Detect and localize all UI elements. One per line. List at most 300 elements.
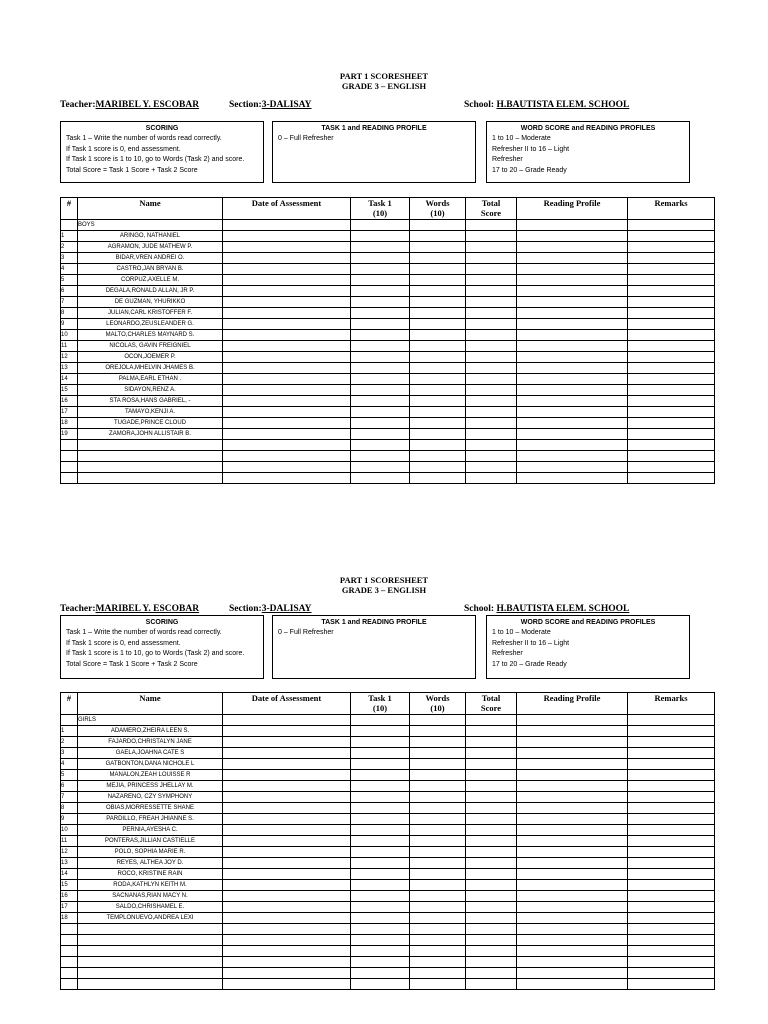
- cell-total-score[interactable]: [466, 979, 517, 990]
- cell-task1[interactable]: [351, 880, 410, 891]
- cell-words[interactable]: [410, 341, 466, 352]
- cell-reading-profile[interactable]: [517, 957, 628, 968]
- cell-reading-profile[interactable]: [517, 913, 628, 924]
- cell-name[interactable]: [78, 473, 223, 484]
- cell-words[interactable]: [410, 781, 466, 792]
- cell-task1[interactable]: [351, 869, 410, 880]
- cell-remarks[interactable]: [628, 858, 715, 869]
- cell-date-of-assessment[interactable]: [223, 396, 351, 407]
- cell-words[interactable]: [410, 979, 466, 990]
- cell-task1[interactable]: [351, 253, 410, 264]
- cell-total-score[interactable]: [466, 880, 517, 891]
- cell-task1[interactable]: [351, 726, 410, 737]
- cell-date-of-assessment[interactable]: [223, 858, 351, 869]
- cell-total-score[interactable]: [466, 858, 517, 869]
- cell-date-of-assessment[interactable]: [223, 264, 351, 275]
- cell-reading-profile[interactable]: [517, 385, 628, 396]
- cell-remarks[interactable]: [628, 957, 715, 968]
- cell-words[interactable]: [410, 440, 466, 451]
- cell-num[interactable]: [61, 968, 78, 979]
- cell-words[interactable]: [410, 759, 466, 770]
- cell-words[interactable]: [410, 924, 466, 935]
- cell-task1[interactable]: [351, 759, 410, 770]
- cell-remarks[interactable]: [628, 902, 715, 913]
- cell-date-of-assessment[interactable]: [223, 385, 351, 396]
- cell-total-score[interactable]: [466, 396, 517, 407]
- cell-reading-profile[interactable]: [517, 770, 628, 781]
- cell-num[interactable]: [61, 473, 78, 484]
- cell-name[interactable]: [78, 968, 223, 979]
- cell-words[interactable]: [410, 231, 466, 242]
- cell-total-score[interactable]: [466, 297, 517, 308]
- cell-total-score[interactable]: [466, 429, 517, 440]
- cell-remarks[interactable]: [628, 737, 715, 748]
- cell-remarks[interactable]: [628, 836, 715, 847]
- cell-words[interactable]: [410, 869, 466, 880]
- cell-total-score[interactable]: [466, 759, 517, 770]
- cell-num[interactable]: [61, 979, 78, 990]
- cell-date-of-assessment[interactable]: [223, 759, 351, 770]
- cell-date-of-assessment[interactable]: [223, 429, 351, 440]
- cell-name[interactable]: [78, 935, 223, 946]
- cell-total-score[interactable]: [466, 407, 517, 418]
- cell-task1[interactable]: [351, 385, 410, 396]
- cell-remarks[interactable]: [628, 869, 715, 880]
- cell-remarks[interactable]: [628, 979, 715, 990]
- cell-words[interactable]: [410, 748, 466, 759]
- cell-words[interactable]: [410, 902, 466, 913]
- cell-words[interactable]: [410, 770, 466, 781]
- cell-num[interactable]: [61, 946, 78, 957]
- cell-words[interactable]: [410, 737, 466, 748]
- cell-reading-profile[interactable]: [517, 825, 628, 836]
- cell-date-of-assessment[interactable]: [223, 363, 351, 374]
- cell-date-of-assessment[interactable]: [223, 374, 351, 385]
- cell-total-score[interactable]: [466, 748, 517, 759]
- cell-reading-profile[interactable]: [517, 803, 628, 814]
- cell-date-of-assessment[interactable]: [223, 242, 351, 253]
- cell-words[interactable]: [410, 792, 466, 803]
- cell-words[interactable]: [410, 913, 466, 924]
- cell-reading-profile[interactable]: [517, 847, 628, 858]
- cell-remarks[interactable]: [628, 396, 715, 407]
- cell-total-score[interactable]: [466, 374, 517, 385]
- cell-task1[interactable]: [351, 803, 410, 814]
- cell-reading-profile[interactable]: [517, 814, 628, 825]
- cell-date-of-assessment[interactable]: [223, 924, 351, 935]
- cell-words[interactable]: [410, 407, 466, 418]
- cell-reading-profile[interactable]: [517, 891, 628, 902]
- cell-task1[interactable]: [351, 715, 410, 726]
- cell-date-of-assessment[interactable]: [223, 440, 351, 451]
- cell-task1[interactable]: [351, 770, 410, 781]
- cell-words[interactable]: [410, 968, 466, 979]
- cell-remarks[interactable]: [628, 341, 715, 352]
- cell-date-of-assessment[interactable]: [223, 407, 351, 418]
- cell-name[interactable]: [78, 924, 223, 935]
- cell-date-of-assessment[interactable]: [223, 726, 351, 737]
- cell-total-score[interactable]: [466, 286, 517, 297]
- cell-num[interactable]: [61, 462, 78, 473]
- cell-remarks[interactable]: [628, 880, 715, 891]
- cell-date-of-assessment[interactable]: [223, 352, 351, 363]
- cell-total-score[interactable]: [466, 803, 517, 814]
- cell-date-of-assessment[interactable]: [223, 902, 351, 913]
- cell-reading-profile[interactable]: [517, 473, 628, 484]
- cell-date-of-assessment[interactable]: [223, 935, 351, 946]
- cell-total-score[interactable]: [466, 946, 517, 957]
- cell-remarks[interactable]: [628, 847, 715, 858]
- cell-remarks[interactable]: [628, 935, 715, 946]
- cell-words[interactable]: [410, 385, 466, 396]
- cell-num[interactable]: [61, 924, 78, 935]
- cell-task1[interactable]: [351, 341, 410, 352]
- cell-remarks[interactable]: [628, 418, 715, 429]
- cell-total-score[interactable]: [466, 737, 517, 748]
- cell-task1[interactable]: [351, 462, 410, 473]
- cell-words[interactable]: [410, 825, 466, 836]
- cell-task1[interactable]: [351, 319, 410, 330]
- cell-task1[interactable]: [351, 792, 410, 803]
- cell-reading-profile[interactable]: [517, 308, 628, 319]
- cell-date-of-assessment[interactable]: [223, 275, 351, 286]
- cell-task1[interactable]: [351, 781, 410, 792]
- cell-date-of-assessment[interactable]: [223, 913, 351, 924]
- cell-words[interactable]: [410, 715, 466, 726]
- cell-total-score[interactable]: [466, 847, 517, 858]
- cell-name[interactable]: [78, 957, 223, 968]
- cell-total-score[interactable]: [466, 814, 517, 825]
- cell-date-of-assessment[interactable]: [223, 341, 351, 352]
- cell-total-score[interactable]: [466, 473, 517, 484]
- cell-task1[interactable]: [351, 363, 410, 374]
- cell-reading-profile[interactable]: [517, 363, 628, 374]
- cell-name[interactable]: [78, 451, 223, 462]
- cell-total-score[interactable]: [466, 935, 517, 946]
- cell-name[interactable]: [78, 979, 223, 990]
- cell-date-of-assessment[interactable]: [223, 297, 351, 308]
- cell-task1[interactable]: [351, 440, 410, 451]
- cell-task1[interactable]: [351, 968, 410, 979]
- cell-words[interactable]: [410, 220, 466, 231]
- cell-date-of-assessment[interactable]: [223, 803, 351, 814]
- cell-remarks[interactable]: [628, 473, 715, 484]
- cell-task1[interactable]: [351, 825, 410, 836]
- cell-task1[interactable]: [351, 220, 410, 231]
- cell-reading-profile[interactable]: [517, 869, 628, 880]
- cell-date-of-assessment[interactable]: [223, 330, 351, 341]
- cell-total-score[interactable]: [466, 891, 517, 902]
- cell-task1[interactable]: [351, 814, 410, 825]
- cell-task1[interactable]: [351, 275, 410, 286]
- cell-reading-profile[interactable]: [517, 726, 628, 737]
- cell-date-of-assessment[interactable]: [223, 451, 351, 462]
- cell-remarks[interactable]: [628, 319, 715, 330]
- cell-reading-profile[interactable]: [517, 407, 628, 418]
- cell-total-score[interactable]: [466, 781, 517, 792]
- cell-task1[interactable]: [351, 913, 410, 924]
- cell-words[interactable]: [410, 286, 466, 297]
- cell-remarks[interactable]: [628, 220, 715, 231]
- cell-date-of-assessment[interactable]: [223, 462, 351, 473]
- cell-date-of-assessment[interactable]: [223, 968, 351, 979]
- cell-task1[interactable]: [351, 891, 410, 902]
- cell-remarks[interactable]: [628, 275, 715, 286]
- cell-task1[interactable]: [351, 847, 410, 858]
- cell-reading-profile[interactable]: [517, 451, 628, 462]
- cell-words[interactable]: [410, 374, 466, 385]
- cell-date-of-assessment[interactable]: [223, 869, 351, 880]
- cell-date-of-assessment[interactable]: [223, 220, 351, 231]
- cell-words[interactable]: [410, 363, 466, 374]
- cell-reading-profile[interactable]: [517, 858, 628, 869]
- cell-reading-profile[interactable]: [517, 759, 628, 770]
- cell-words[interactable]: [410, 462, 466, 473]
- cell-remarks[interactable]: [628, 407, 715, 418]
- cell-task1[interactable]: [351, 264, 410, 275]
- cell-words[interactable]: [410, 396, 466, 407]
- cell-reading-profile[interactable]: [517, 781, 628, 792]
- cell-task1[interactable]: [351, 429, 410, 440]
- cell-task1[interactable]: [351, 737, 410, 748]
- cell-reading-profile[interactable]: [517, 715, 628, 726]
- cell-num[interactable]: [61, 451, 78, 462]
- cell-reading-profile[interactable]: [517, 902, 628, 913]
- cell-task1[interactable]: [351, 242, 410, 253]
- cell-total-score[interactable]: [466, 341, 517, 352]
- cell-reading-profile[interactable]: [517, 286, 628, 297]
- cell-date-of-assessment[interactable]: [223, 836, 351, 847]
- cell-remarks[interactable]: [628, 462, 715, 473]
- cell-words[interactable]: [410, 264, 466, 275]
- cell-task1[interactable]: [351, 418, 410, 429]
- cell-reading-profile[interactable]: [517, 418, 628, 429]
- cell-reading-profile[interactable]: [517, 220, 628, 231]
- cell-reading-profile[interactable]: [517, 968, 628, 979]
- cell-task1[interactable]: [351, 407, 410, 418]
- cell-remarks[interactable]: [628, 440, 715, 451]
- cell-reading-profile[interactable]: [517, 341, 628, 352]
- cell-words[interactable]: [410, 957, 466, 968]
- cell-total-score[interactable]: [466, 308, 517, 319]
- cell-task1[interactable]: [351, 836, 410, 847]
- cell-date-of-assessment[interactable]: [223, 825, 351, 836]
- cell-num[interactable]: [61, 957, 78, 968]
- cell-remarks[interactable]: [628, 803, 715, 814]
- cell-remarks[interactable]: [628, 286, 715, 297]
- cell-remarks[interactable]: [628, 429, 715, 440]
- cell-date-of-assessment[interactable]: [223, 319, 351, 330]
- cell-date-of-assessment[interactable]: [223, 957, 351, 968]
- cell-name[interactable]: [78, 462, 223, 473]
- cell-task1[interactable]: [351, 352, 410, 363]
- cell-total-score[interactable]: [466, 264, 517, 275]
- cell-total-score[interactable]: [466, 385, 517, 396]
- cell-reading-profile[interactable]: [517, 946, 628, 957]
- cell-remarks[interactable]: [628, 231, 715, 242]
- cell-remarks[interactable]: [628, 759, 715, 770]
- cell-reading-profile[interactable]: [517, 440, 628, 451]
- cell-task1[interactable]: [351, 748, 410, 759]
- cell-remarks[interactable]: [628, 374, 715, 385]
- cell-date-of-assessment[interactable]: [223, 979, 351, 990]
- cell-words[interactable]: [410, 891, 466, 902]
- cell-total-score[interactable]: [466, 726, 517, 737]
- cell-remarks[interactable]: [628, 825, 715, 836]
- cell-remarks[interactable]: [628, 352, 715, 363]
- cell-reading-profile[interactable]: [517, 737, 628, 748]
- cell-date-of-assessment[interactable]: [223, 715, 351, 726]
- cell-total-score[interactable]: [466, 363, 517, 374]
- cell-num[interactable]: [61, 440, 78, 451]
- cell-reading-profile[interactable]: [517, 352, 628, 363]
- cell-words[interactable]: [410, 935, 466, 946]
- cell-total-score[interactable]: [466, 924, 517, 935]
- cell-total-score[interactable]: [466, 957, 517, 968]
- cell-task1[interactable]: [351, 473, 410, 484]
- cell-task1[interactable]: [351, 935, 410, 946]
- cell-total-score[interactable]: [466, 462, 517, 473]
- cell-words[interactable]: [410, 473, 466, 484]
- cell-words[interactable]: [410, 836, 466, 847]
- cell-words[interactable]: [410, 451, 466, 462]
- cell-date-of-assessment[interactable]: [223, 737, 351, 748]
- cell-task1[interactable]: [351, 297, 410, 308]
- cell-remarks[interactable]: [628, 253, 715, 264]
- cell-words[interactable]: [410, 847, 466, 858]
- cell-remarks[interactable]: [628, 264, 715, 275]
- cell-total-score[interactable]: [466, 231, 517, 242]
- cell-task1[interactable]: [351, 330, 410, 341]
- cell-reading-profile[interactable]: [517, 935, 628, 946]
- cell-total-score[interactable]: [466, 770, 517, 781]
- cell-date-of-assessment[interactable]: [223, 418, 351, 429]
- cell-remarks[interactable]: [628, 748, 715, 759]
- cell-reading-profile[interactable]: [517, 231, 628, 242]
- cell-remarks[interactable]: [628, 297, 715, 308]
- cell-words[interactable]: [410, 275, 466, 286]
- cell-date-of-assessment[interactable]: [223, 308, 351, 319]
- cell-total-score[interactable]: [466, 913, 517, 924]
- cell-date-of-assessment[interactable]: [223, 814, 351, 825]
- cell-reading-profile[interactable]: [517, 253, 628, 264]
- cell-date-of-assessment[interactable]: [223, 946, 351, 957]
- cell-date-of-assessment[interactable]: [223, 231, 351, 242]
- cell-reading-profile[interactable]: [517, 275, 628, 286]
- cell-remarks[interactable]: [628, 946, 715, 957]
- cell-task1[interactable]: [351, 946, 410, 957]
- cell-total-score[interactable]: [466, 902, 517, 913]
- cell-total-score[interactable]: [466, 220, 517, 231]
- cell-remarks[interactable]: [628, 814, 715, 825]
- cell-date-of-assessment[interactable]: [223, 748, 351, 759]
- cell-total-score[interactable]: [466, 253, 517, 264]
- cell-date-of-assessment[interactable]: [223, 473, 351, 484]
- cell-reading-profile[interactable]: [517, 748, 628, 759]
- cell-date-of-assessment[interactable]: [223, 847, 351, 858]
- cell-remarks[interactable]: [628, 451, 715, 462]
- cell-date-of-assessment[interactable]: [223, 781, 351, 792]
- cell-name[interactable]: [78, 946, 223, 957]
- cell-words[interactable]: [410, 352, 466, 363]
- cell-remarks[interactable]: [628, 891, 715, 902]
- cell-date-of-assessment[interactable]: [223, 253, 351, 264]
- cell-total-score[interactable]: [466, 275, 517, 286]
- cell-date-of-assessment[interactable]: [223, 880, 351, 891]
- cell-reading-profile[interactable]: [517, 242, 628, 253]
- cell-name[interactable]: [78, 440, 223, 451]
- cell-remarks[interactable]: [628, 363, 715, 374]
- cell-total-score[interactable]: [466, 869, 517, 880]
- cell-total-score[interactable]: [466, 418, 517, 429]
- cell-total-score[interactable]: [466, 968, 517, 979]
- cell-task1[interactable]: [351, 451, 410, 462]
- cell-words[interactable]: [410, 858, 466, 869]
- cell-task1[interactable]: [351, 902, 410, 913]
- cell-reading-profile[interactable]: [517, 792, 628, 803]
- cell-remarks[interactable]: [628, 715, 715, 726]
- cell-date-of-assessment[interactable]: [223, 286, 351, 297]
- cell-reading-profile[interactable]: [517, 330, 628, 341]
- cell-words[interactable]: [410, 242, 466, 253]
- cell-words[interactable]: [410, 946, 466, 957]
- cell-reading-profile[interactable]: [517, 429, 628, 440]
- cell-total-score[interactable]: [466, 440, 517, 451]
- cell-remarks[interactable]: [628, 330, 715, 341]
- cell-remarks[interactable]: [628, 924, 715, 935]
- cell-total-score[interactable]: [466, 242, 517, 253]
- cell-task1[interactable]: [351, 308, 410, 319]
- cell-task1[interactable]: [351, 858, 410, 869]
- cell-remarks[interactable]: [628, 792, 715, 803]
- cell-total-score[interactable]: [466, 319, 517, 330]
- cell-num[interactable]: [61, 935, 78, 946]
- cell-total-score[interactable]: [466, 792, 517, 803]
- cell-date-of-assessment[interactable]: [223, 891, 351, 902]
- cell-words[interactable]: [410, 814, 466, 825]
- cell-remarks[interactable]: [628, 242, 715, 253]
- cell-words[interactable]: [410, 253, 466, 264]
- cell-remarks[interactable]: [628, 913, 715, 924]
- cell-words[interactable]: [410, 880, 466, 891]
- cell-remarks[interactable]: [628, 726, 715, 737]
- cell-reading-profile[interactable]: [517, 979, 628, 990]
- cell-remarks[interactable]: [628, 308, 715, 319]
- cell-words[interactable]: [410, 308, 466, 319]
- cell-words[interactable]: [410, 726, 466, 737]
- cell-words[interactable]: [410, 418, 466, 429]
- cell-words[interactable]: [410, 330, 466, 341]
- cell-total-score[interactable]: [466, 330, 517, 341]
- cell-reading-profile[interactable]: [517, 880, 628, 891]
- cell-total-score[interactable]: [466, 451, 517, 462]
- cell-remarks[interactable]: [628, 968, 715, 979]
- cell-words[interactable]: [410, 297, 466, 308]
- cell-reading-profile[interactable]: [517, 319, 628, 330]
- cell-task1[interactable]: [351, 924, 410, 935]
- cell-task1[interactable]: [351, 396, 410, 407]
- cell-task1[interactable]: [351, 957, 410, 968]
- cell-reading-profile[interactable]: [517, 297, 628, 308]
- cell-reading-profile[interactable]: [517, 264, 628, 275]
- cell-total-score[interactable]: [466, 836, 517, 847]
- cell-reading-profile[interactable]: [517, 396, 628, 407]
- cell-words[interactable]: [410, 803, 466, 814]
- cell-task1[interactable]: [351, 374, 410, 385]
- cell-total-score[interactable]: [466, 352, 517, 363]
- cell-date-of-assessment[interactable]: [223, 770, 351, 781]
- cell-reading-profile[interactable]: [517, 836, 628, 847]
